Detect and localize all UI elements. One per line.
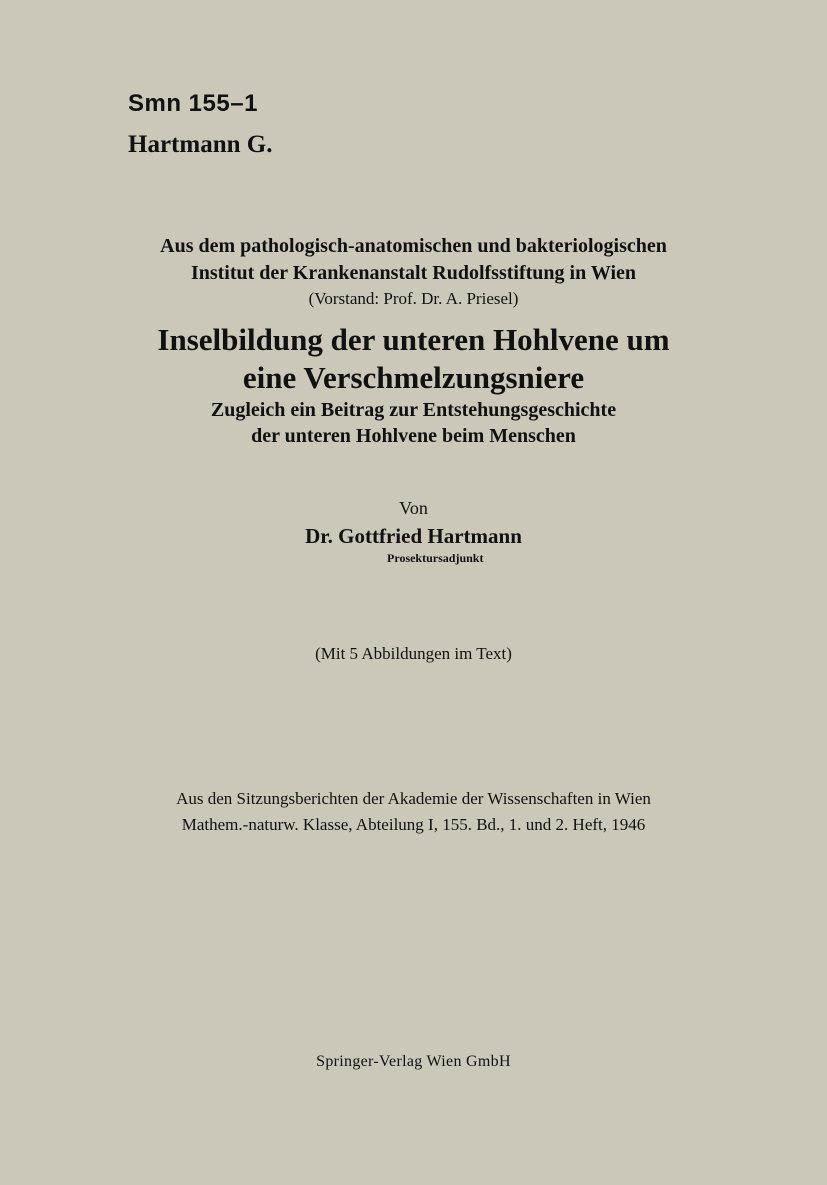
- illustrations-note: (Mit 5 Abbildungen im Text): [315, 644, 512, 663]
- publisher: Springer-Verlag Wien GmbH: [316, 1053, 511, 1070]
- source-line-1: Aus den Sitzungsberichten der Akademie der Wissenschaften in Wien: [176, 789, 651, 808]
- institute-line-2: Institut der Krankenanstalt Rudolfsstiftung in Wien: [190, 262, 637, 284]
- institute-line-1: Aus dem pathologisch‑anatomischen und bakteriologischen: [160, 235, 667, 257]
- author-short: Hartmann G.: [128, 131, 273, 158]
- title-line-2: eine Verschmelzungsniere: [242, 360, 585, 395]
- source-line-2: Mathem.-naturw. Klasse, Abteilung I, 155. Bd., 1. und 2. Heft, 1946: [181, 815, 646, 834]
- subtitle-line-2: der unteren Hohlvene beim Menschen: [251, 425, 576, 447]
- byline-position: Prosektursadjunkt: [387, 551, 484, 565]
- title-line-1: Inselbildung der unteren Hohlvene um: [157, 322, 670, 357]
- byline-author: Dr. Gottfried Hartmann: [305, 524, 522, 548]
- byline-von: Von: [399, 498, 428, 518]
- shelfmark: Smn 155–1: [128, 90, 258, 117]
- subtitle-line-1: Zugleich ein Beitrag zur Entstehungsgeschichte: [210, 399, 617, 421]
- institute-director: (Vorstand: Prof. Dr. A. Priesel): [308, 289, 519, 308]
